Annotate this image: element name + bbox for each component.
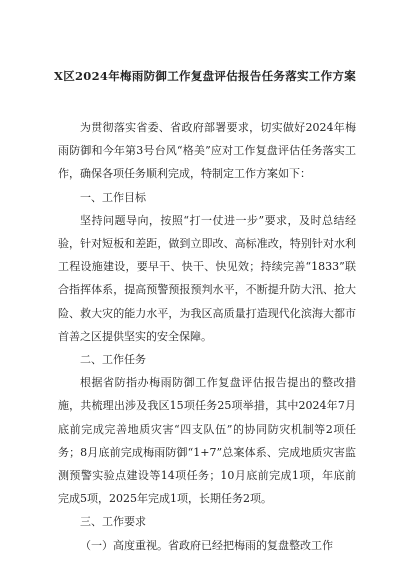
goals-paragraph: 坚持问题导向，按照“打一仗进一步”要求，及时总结经验，针对短板和差距，做到立即改、高标准改，特别针对水利工程设施建设，要早干、快干、快见效；持续完善“1833”联合指挥体系，提高预警预报预判水平，不断提升防大汛、抢大险、救大灾的能力水平，为我区高质量打造现代化滨海大都市首善之区提供坚实的安全保障。 bbox=[58, 213, 356, 343]
section-heading-requirements: 三、工作要求 bbox=[80, 515, 146, 529]
requirements-item-1: （一）高度重视。省政府已经把梅雨的复盘整改工作 bbox=[80, 538, 333, 552]
document-body bbox=[58, 116, 356, 557]
section-heading-goals: 一、工作目标 bbox=[80, 190, 146, 204]
intro-paragraph: 为贯彻落实省委、省政府部署要求，切实做好2024年梅雨防御和今年第3号台风“格美”应对工作复盘评估任务落实工作，确保各项任务顺利完成，特制定工作方案如下： bbox=[58, 121, 356, 181]
section-heading-tasks: 二、工作任务 bbox=[80, 353, 146, 367]
document-title: X区2024年梅雨防御工作复盘评估报告任务落实工作方案 bbox=[53, 69, 357, 83]
tasks-paragraph: 根据省防指办梅雨防御工作复盘评估报告提出的整改措施，共梳理出涉及我区15项任务25项举措，其中2024年7月底前完成完善地质灾害“四支队伍”的协同防灾机制等2项任务；8月底前完成梅雨防御“1+7”总案体系、完成地质灾害监测预警实验点建设等14项任务；10月底前完成1项，年底前完成5项，2025年完成1项，长期任务2项。 bbox=[58, 376, 356, 506]
